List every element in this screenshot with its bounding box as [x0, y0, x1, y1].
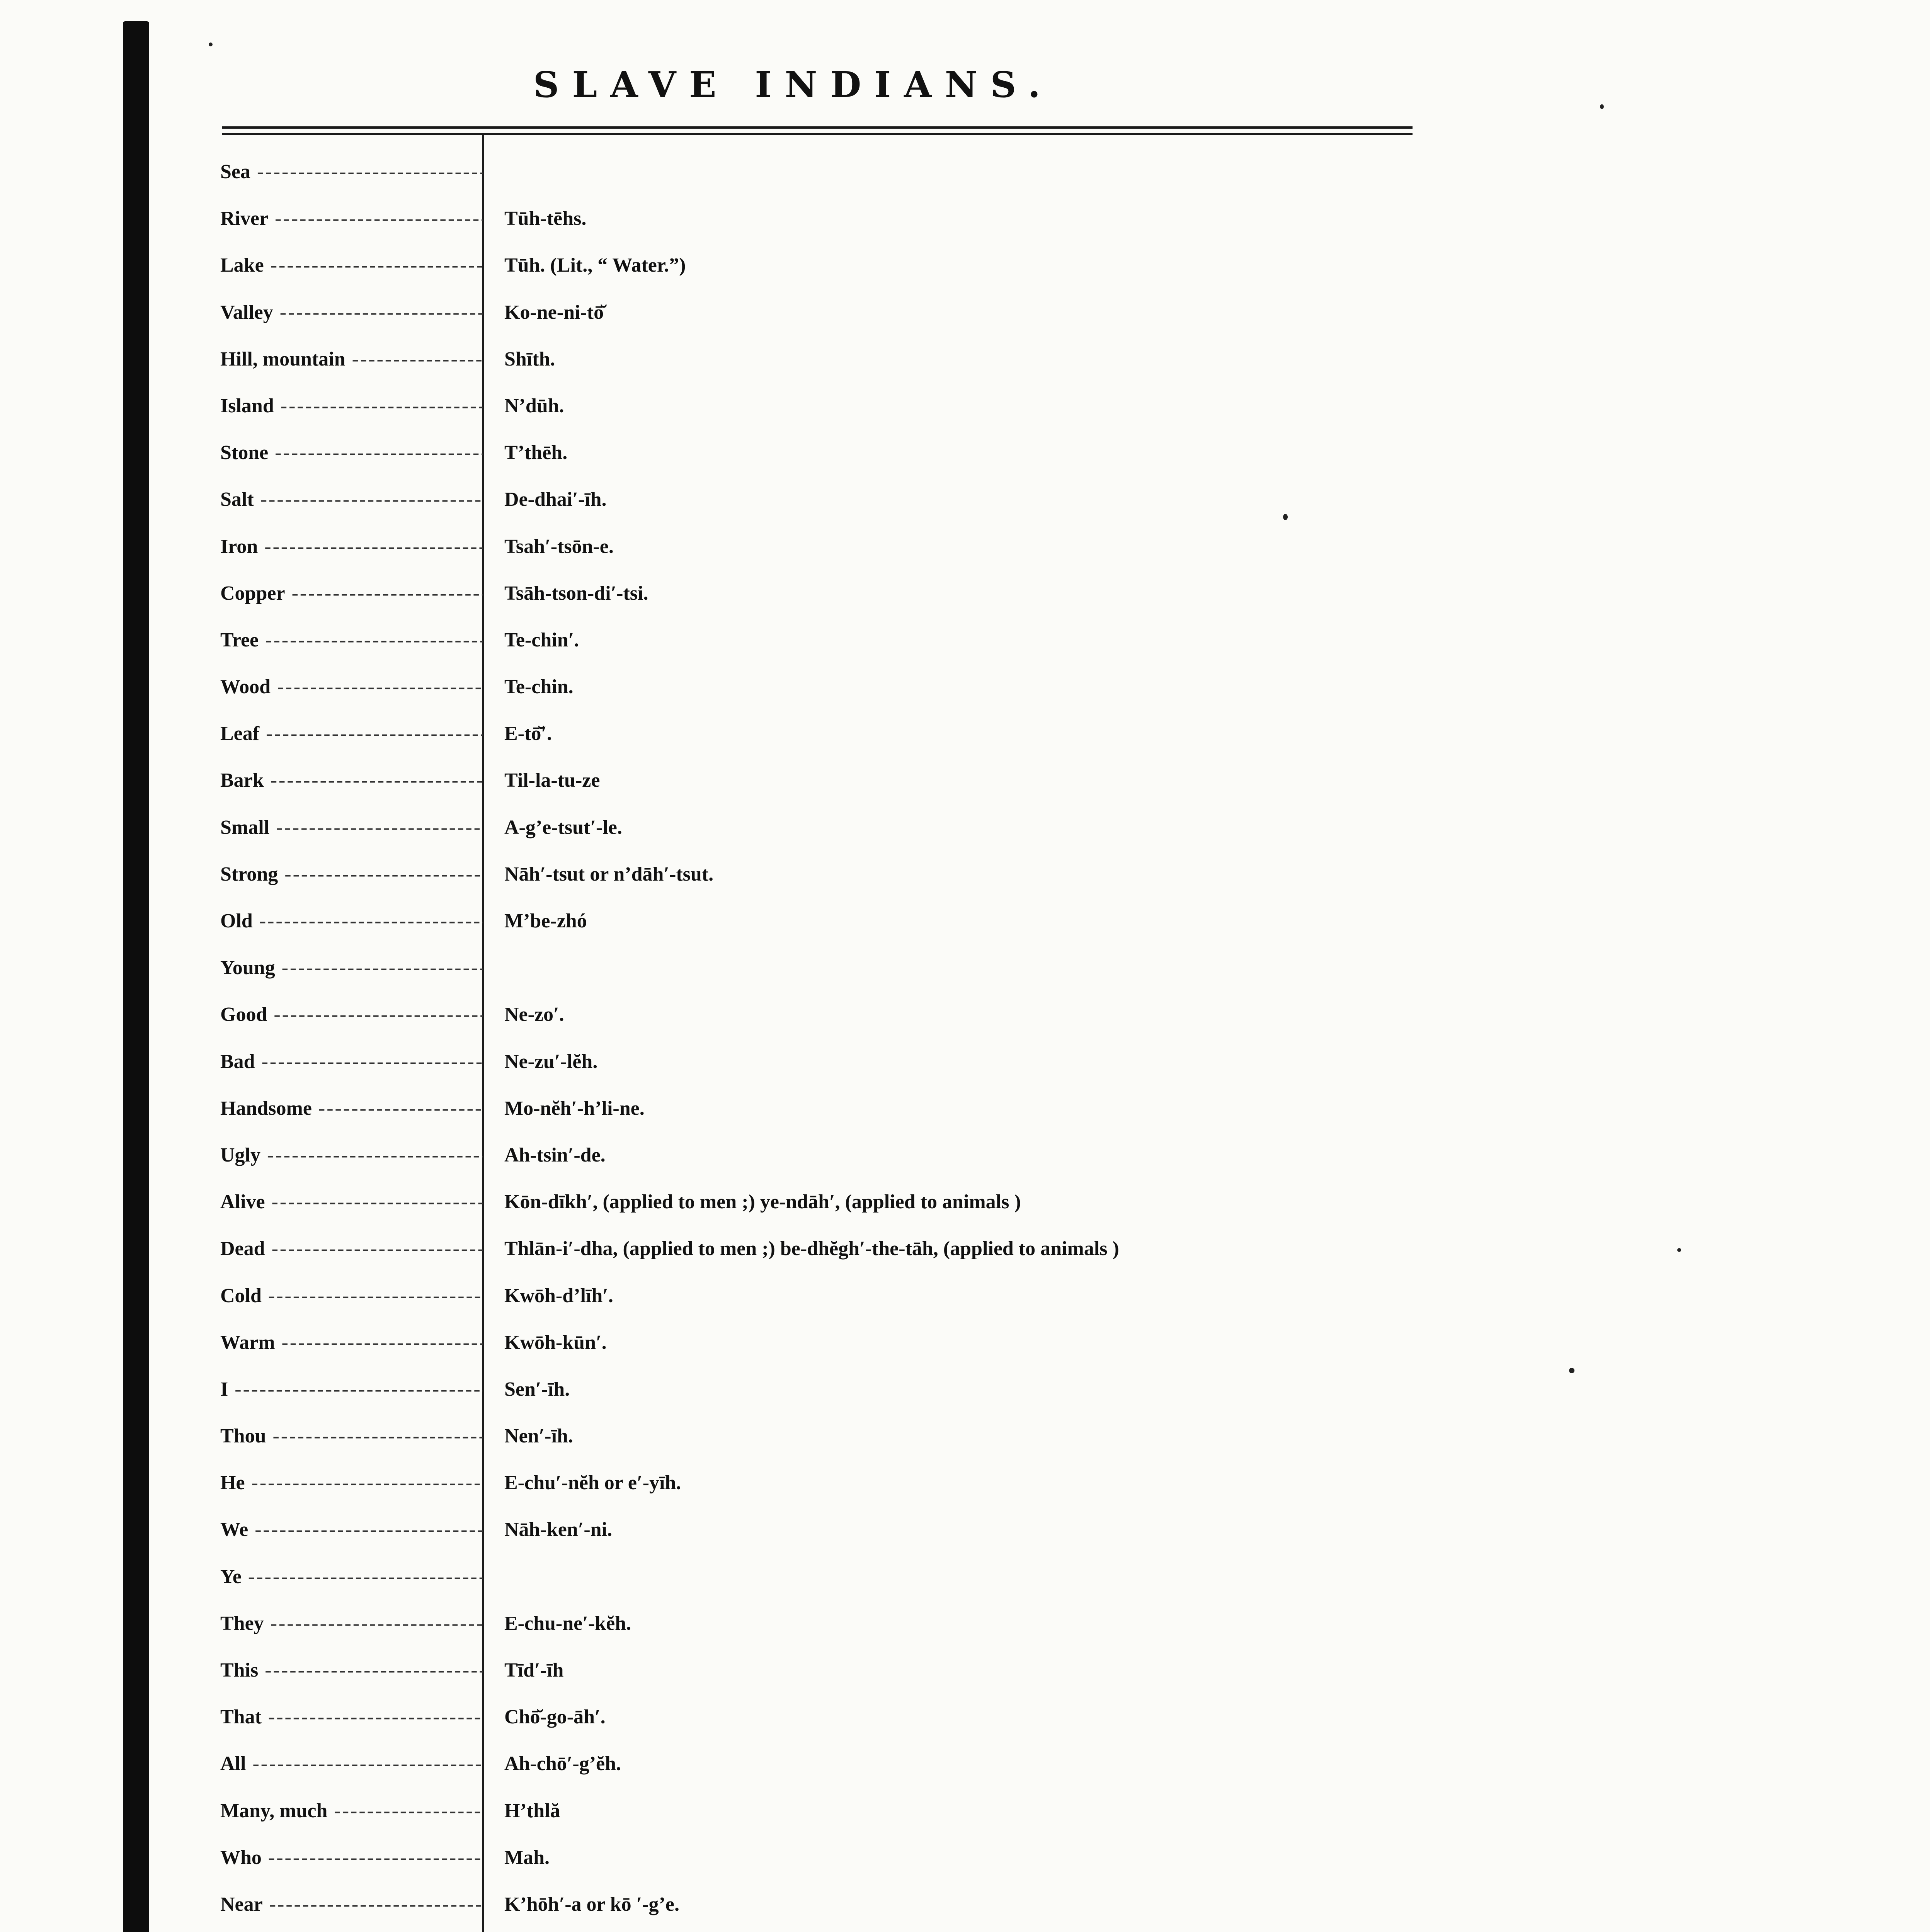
- slave-translation: T’thēh.: [504, 442, 568, 464]
- slave-translation: Thlān-i′-dha, (applied to men ;) be-dhĕgh′-the-tāh, (applied to animals ): [504, 1238, 1119, 1260]
- vocab-row: [220, 955, 1457, 1002]
- english-term: Small -----: [220, 815, 483, 840]
- slave-translation: Ne-zu′-lĕh.: [504, 1050, 598, 1073]
- slave-translation: Sen′-īh.: [504, 1378, 570, 1400]
- vocab-row: [220, 1798, 1457, 1845]
- english-term: Ugly -----: [220, 1143, 483, 1168]
- slave-translation: Tsāh-tson-di′-tsi.: [504, 582, 648, 604]
- page-title: SLAVE INDIANS.: [533, 64, 1054, 105]
- english-term: They -----: [220, 1611, 483, 1636]
- slave-translation: E-tō̆′.: [504, 723, 552, 745]
- vocab-row: [220, 628, 1457, 674]
- vocab-row: [220, 1517, 1457, 1564]
- english-term: River -----: [220, 206, 483, 231]
- vocab-row: [220, 908, 1457, 955]
- title-rule-secondary: [222, 133, 1413, 135]
- vocab-row: [220, 159, 1457, 206]
- vocab-row: [220, 1658, 1457, 1704]
- english-term: Old -----: [220, 908, 483, 934]
- english-term: Wood -----: [220, 674, 483, 700]
- english-term: Copper -----: [220, 581, 483, 606]
- english-term: Ye -----: [220, 1564, 483, 1590]
- slave-translation: Chō̆-go-āh′.: [504, 1706, 606, 1728]
- vocab-row: [220, 1845, 1457, 1892]
- vocab-row: [220, 768, 1457, 815]
- english-term: This -----: [220, 1658, 483, 1683]
- vocab-row: [220, 1704, 1457, 1751]
- english-term: Good -----: [220, 1002, 483, 1027]
- slave-translation: Nāh-ken′-ni.: [504, 1519, 613, 1541]
- slave-translation: M’be-zhó: [504, 910, 587, 932]
- english-term: Bad -----: [220, 1049, 483, 1075]
- vocab-row: [220, 534, 1457, 581]
- slave-translation: A-g’e-tsut′-le.: [504, 816, 622, 838]
- english-term: Warm -----: [220, 1330, 483, 1355]
- english-term: Who -----: [220, 1845, 483, 1871]
- binding-edge: [123, 21, 149, 1932]
- english-term: Handsome -----: [220, 1096, 483, 1121]
- english-term: All -----: [220, 1751, 483, 1777]
- slave-translation: De-dhai′-īh.: [504, 488, 607, 511]
- vocab-row: [220, 815, 1457, 862]
- english-term: Salt -----: [220, 487, 483, 512]
- vocab-row: [220, 674, 1457, 721]
- vocab-row: [220, 1189, 1457, 1236]
- vocab-row: [220, 1751, 1457, 1798]
- slave-translation: Nen′-īh.: [504, 1425, 573, 1447]
- slave-translation: Tīd′-īh: [504, 1659, 564, 1681]
- english-term: Near -----: [220, 1892, 483, 1917]
- english-term: Tree -----: [220, 628, 483, 653]
- slave-translation: Kwōh-d’līh′.: [504, 1284, 613, 1307]
- slave-translation: Kōn-dīkh′, (applied to men ;) ye-ndāh′, (applied to animals ): [504, 1191, 1021, 1213]
- english-term: Island -----: [220, 393, 483, 419]
- slave-translation: Kwōh-kūn′.: [504, 1331, 607, 1354]
- english-term: Leaf -----: [220, 721, 483, 747]
- vocab-row: [220, 1892, 1457, 1932]
- english-term: Young -----: [220, 955, 483, 981]
- english-term: Dead -----: [220, 1236, 483, 1262]
- vocab-row: [220, 1049, 1457, 1096]
- vocab-row: [220, 1423, 1457, 1470]
- vocab-row: [220, 581, 1457, 628]
- slave-translation: Te-chin′.: [504, 629, 579, 651]
- english-term: I -----: [220, 1377, 483, 1402]
- slave-translation: Ko-ne-ni-tō̆: [504, 301, 604, 323]
- slave-translation: Te-chin.: [504, 676, 574, 698]
- english-term: That -----: [220, 1704, 483, 1730]
- slave-translation: N’dūh.: [504, 395, 564, 417]
- vocab-row: [220, 487, 1457, 534]
- english-term: Cold -----: [220, 1283, 483, 1309]
- vocab-row: [220, 1377, 1457, 1423]
- slave-translation: E-chu-ne′-kĕh.: [504, 1612, 631, 1634]
- english-term: Stone -----: [220, 440, 483, 466]
- english-term: Iron -----: [220, 534, 483, 560]
- slave-translation: K’hōh′-a or kō ′-g’e.: [504, 1893, 679, 1915]
- slave-translation: E-chu′-nĕh or e′-yīh.: [504, 1472, 681, 1494]
- scan-speck: [1677, 1248, 1681, 1252]
- vocab-row: [220, 300, 1457, 347]
- vocab-row: [220, 253, 1457, 299]
- slave-translation: Tūh. (Lit., “ Water.”): [504, 254, 686, 277]
- slave-translation: Ah-chō′-g’ĕh.: [504, 1753, 621, 1775]
- vocabulary-table: [220, 159, 1457, 1932]
- slave-translation: Ah-tsin′-de.: [504, 1144, 606, 1166]
- english-term: Hill, mountain -----: [220, 347, 483, 372]
- slave-translation: Mah.: [504, 1846, 550, 1869]
- english-term: Alive -----: [220, 1189, 483, 1215]
- english-term: Bark -----: [220, 768, 483, 793]
- scan-speck: [1600, 104, 1604, 109]
- vocab-row: [220, 347, 1457, 393]
- slave-translation: Ne-zo′.: [504, 1003, 564, 1026]
- vocab-row: [220, 1330, 1457, 1377]
- english-term: Sea -----: [220, 159, 483, 185]
- slave-translation: Shīth.: [504, 348, 555, 370]
- vocab-row: [220, 1283, 1457, 1330]
- vocab-row: [220, 1564, 1457, 1611]
- slave-translation: Tsah′-tsōn-e.: [504, 535, 614, 558]
- english-term: Thou -----: [220, 1423, 483, 1449]
- slave-translation: Tūh-tēhs.: [504, 207, 587, 230]
- scan-speck: [1283, 514, 1288, 520]
- vocab-row: [220, 1096, 1457, 1143]
- vocab-row: [220, 1002, 1457, 1049]
- vocab-row: [220, 440, 1457, 487]
- english-term: Strong -----: [220, 862, 483, 887]
- english-term: Lake -----: [220, 253, 483, 278]
- english-term: Many, much -----: [220, 1798, 483, 1824]
- vocab-row: [220, 1236, 1457, 1283]
- slave-translation: Mo-nĕh′-h’li-ne.: [504, 1097, 645, 1119]
- title-rule: [222, 126, 1413, 129]
- vocab-row: [220, 1611, 1457, 1658]
- scan-speck: [1569, 1368, 1574, 1373]
- vocab-row: [220, 393, 1457, 440]
- slave-translation: Til-la-tu-ze: [504, 769, 600, 792]
- english-term: We -----: [220, 1517, 483, 1543]
- slave-translation: Nāh′-tsut or n’dāh′-tsut.: [504, 863, 714, 885]
- vocab-row: [220, 1143, 1457, 1189]
- english-term: Valley -----: [220, 300, 483, 325]
- slave-translation: H’thlă: [504, 1799, 560, 1822]
- vocab-row: [220, 206, 1457, 253]
- vocab-row: [220, 862, 1457, 908]
- english-term: He -----: [220, 1470, 483, 1496]
- scan-speck: [209, 43, 213, 46]
- vocab-row: [220, 721, 1457, 768]
- vocab-row: [220, 1470, 1457, 1517]
